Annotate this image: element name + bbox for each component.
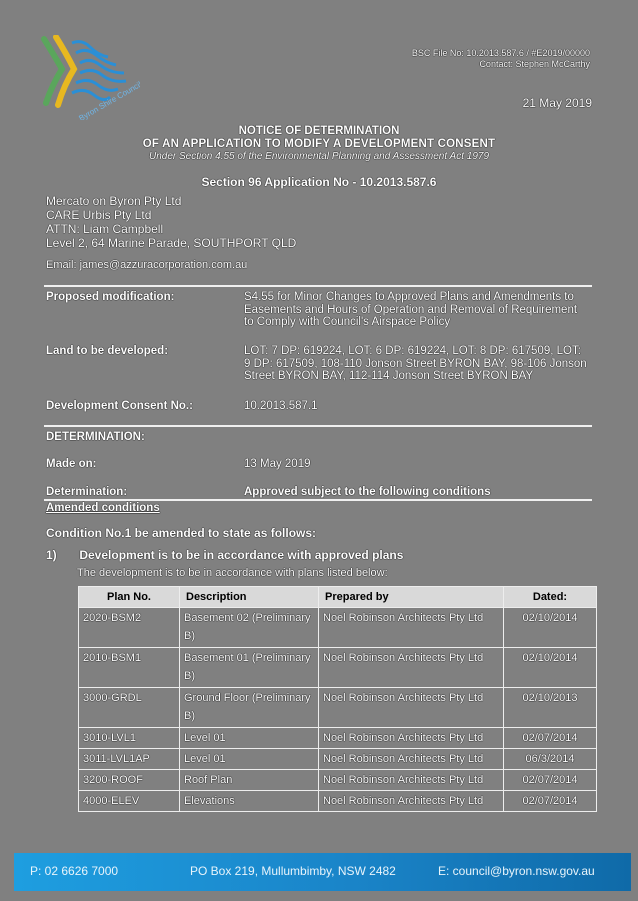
table-row (79, 791, 597, 812)
plans-table (78, 586, 597, 812)
description-cell: Ground Floor (Preliminary B) (180, 688, 319, 728)
land-row (46, 345, 594, 385)
determination-label: Determination: (46, 486, 128, 498)
application-number: Section 96 Application No - 10.2013.587.6 (201, 175, 437, 189)
letter-date: 21 May 2019 (522, 96, 592, 110)
byron-shire-logo-icon (40, 35, 140, 120)
dated-cell: 02/07/2014 (504, 770, 597, 791)
table-row (79, 648, 597, 688)
proposed-modification-row (46, 291, 594, 331)
addressee-block (46, 194, 296, 250)
description-cell: Basement 02 (Preliminary B) (180, 608, 319, 648)
prepared-by-cell: Noel Robinson Architects Pty Ltd (319, 648, 504, 688)
column-header-description: Description (180, 587, 319, 608)
plan-no-cell: 3200-ROOF (79, 770, 180, 791)
dated-cell: 02/07/2014 (504, 791, 597, 812)
addressee-email: Email: james@azzuracorporation.com.au (46, 259, 248, 271)
file-reference (412, 48, 590, 70)
footer-phone: P: 02 6626 7000 (30, 864, 119, 878)
condition-item (46, 548, 403, 562)
condition-title: Development is to be in accordance with approved plans (79, 548, 404, 562)
dated-cell: 02/10/2014 (504, 608, 597, 648)
column-header-dated: Dated: (504, 587, 597, 608)
notice-title (0, 125, 638, 189)
determination-heading: DETERMINATION: (46, 431, 145, 443)
prepared-by-cell: Noel Robinson Architects Pty Ltd (319, 728, 504, 749)
prepared-by-cell: Noel Robinson Architects Pty Ltd (319, 608, 504, 648)
description-cell: Level 01 (180, 749, 319, 770)
description-cell: Elevations (180, 791, 319, 812)
consent-value: 10.2013.587.1 (244, 400, 318, 412)
dated-cell: 06/3/2014 (504, 749, 597, 770)
divider (44, 425, 592, 427)
contact-person: Contact: Stephen McCarthy (479, 59, 590, 69)
table-header-row (79, 587, 597, 608)
column-header-plan-no: Plan No. (79, 587, 180, 608)
title-act-reference: Under Section 4.55 of the Environmental Planning and Assessment Act 1979 (148, 151, 490, 162)
prepared-by-cell: Noel Robinson Architects Pty Ltd (319, 791, 504, 812)
prepared-by-cell: Noel Robinson Architects Pty Ltd (319, 749, 504, 770)
table-row (79, 688, 597, 728)
divider (44, 285, 592, 287)
dated-cell: 02/10/2014 (504, 648, 597, 688)
dated-cell: 02/07/2014 (504, 728, 597, 749)
addressee-line: ATTN: Liam Campbell (46, 222, 164, 236)
addressee-line: CARE Urbis Pty Ltd (46, 208, 152, 222)
plan-no-cell: 2020-BSM2 (79, 608, 180, 648)
proposed-modification-value: S4.55 for Minor Changes to Approved Plans and Amendments to Easements and Hours of Operation and Removal of Requirement to Comply with Council's Airspace Policy (244, 291, 578, 328)
plan-no-cell: 4000-ELEV (79, 791, 180, 812)
land-value: LOT: 7 DP: 619224, LOT: 6 DP: 619224, LOT: 8 DP: 617509, LOT: 9 DP: 617509, 108-110 Jonson Street BYRON BAY, 98-106 Jonson Street BYRON BAY, 112-114 Jonson Street BYRON BAY (244, 345, 587, 382)
description-cell: Basement 01 (Preliminary B) (180, 648, 319, 688)
prepared-by-cell: Noel Robinson Architects Pty Ltd (319, 770, 504, 791)
footer-address: PO Box 219, Mullumbimby, NSW 2482 (190, 864, 396, 878)
prepared-by-cell: Noel Robinson Architects Pty Ltd (319, 688, 504, 728)
description-cell: Level 01 (180, 728, 319, 749)
made-on-value: 13 May 2019 (244, 458, 311, 470)
title-line-1: NOTICE OF DETERMINATION (238, 125, 400, 137)
amended-conditions-heading: Amended conditions (46, 502, 160, 514)
land-label: Land to be developed: (46, 345, 169, 357)
addressee-line: Mercato on Byron Pty Ltd (46, 194, 182, 208)
addressee-line: Level 2, 64 Marine Parade, SOUTHPORT QLD (46, 236, 297, 250)
plan-no-cell: 3000-GRDL (79, 688, 180, 728)
title-line-2: OF AN APPLICATION TO MODIFY A DEVELOPMENT CONSENT (142, 138, 496, 150)
description-cell: Roof Plan (180, 770, 319, 791)
determination-value: Approved subject to the following conditions (244, 486, 491, 498)
condition-text: The development is to be in accordance with plans listed below: (77, 567, 388, 579)
divider (44, 499, 592, 501)
table-row (79, 770, 597, 791)
table-row (79, 728, 597, 749)
plan-no-cell: 2010-BSM1 (79, 648, 180, 688)
plan-no-cell: 3010-LVL1 (79, 728, 180, 749)
proposed-modification-label: Proposed modification: (46, 291, 175, 303)
council-logo (40, 35, 140, 120)
dated-cell: 02/10/2013 (504, 688, 597, 728)
consent-label: Development Consent No.: (46, 400, 193, 412)
table-row (79, 749, 597, 770)
file-number: BSC File No: 10.2013.587.6 / #E2019/00000 (411, 48, 590, 58)
svg-text:Byron Shire Council: Byron Shire Council (77, 79, 140, 120)
column-header-prepared-by: Prepared by (319, 587, 504, 608)
made-on-label: Made on: (46, 458, 97, 470)
table-row (79, 608, 597, 648)
footer-contact-bar (14, 853, 631, 891)
condition-intro: Condition No.1 be amended to state as follows: (46, 526, 317, 540)
plan-no-cell: 3011-LVL1AP (79, 749, 180, 770)
footer-email: E: council@byron.nsw.gov.au (438, 864, 595, 878)
condition-number: 1) (46, 548, 57, 562)
